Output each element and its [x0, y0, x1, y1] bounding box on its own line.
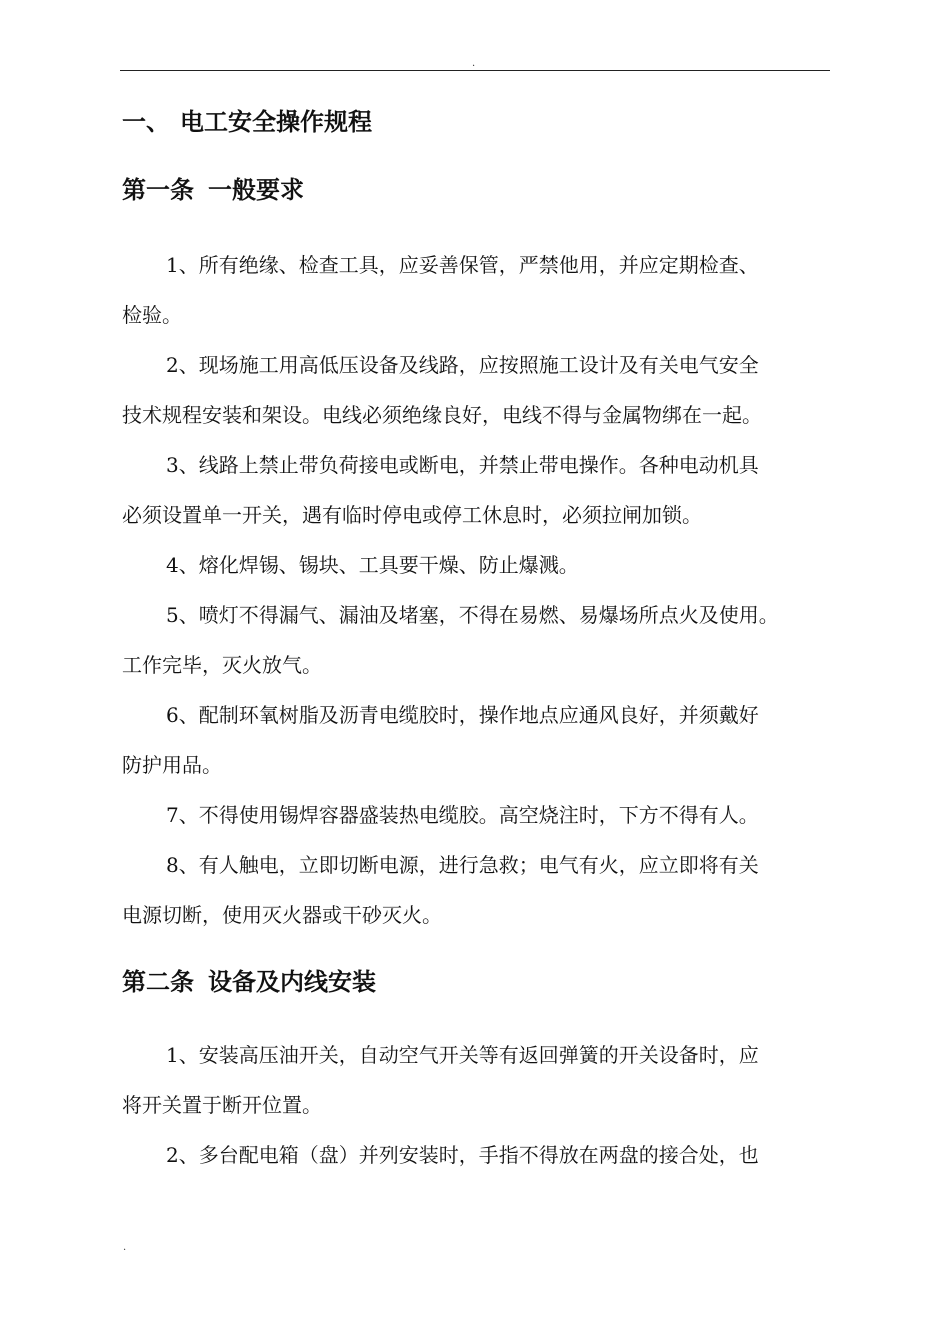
- item-line: 6、配制环氧树脂及沥青电缆胶时，操作地点应通风良好，并须戴好: [166, 703, 759, 727]
- section-2-label: 第二条: [122, 968, 194, 996]
- item-line: 5、喷灯不得漏气、漏油及堵塞，不得在易燃、易爆场所点火及使用。: [166, 603, 779, 627]
- section-1-item-4: [122, 540, 830, 590]
- section-1-item-5: [122, 590, 830, 690]
- item-line: 必须设置单一开关，遇有临时停电或停工休息时，必须拉闸加锁。: [122, 503, 702, 527]
- item-line: 3、线路上禁止带负荷接电或断电，并禁止带电操作。各种电动机具: [166, 453, 759, 477]
- item-line: 工作完毕，灭火放气。: [122, 653, 322, 677]
- item-line: 1、所有绝缘、检查工具，应妥善保管，严禁他用，并应定期检查、: [166, 253, 759, 277]
- section-1-item-3: [122, 440, 830, 540]
- item-line: 8、有人触电，立即切断电源，进行急救；电气有火，应立即将有关: [166, 853, 759, 877]
- section-2-item-2: [122, 1130, 830, 1180]
- header-mark: .: [472, 58, 476, 69]
- section-1-heading: [122, 170, 304, 205]
- section-1-item-1: [122, 240, 830, 340]
- item-line: 技术规程安装和架设。电线必须绝缘良好，电线不得与金属物绑在一起。: [122, 403, 762, 427]
- item-line: 2、现场施工用高低压设备及线路，应按照施工设计及有关电气安全: [166, 353, 759, 377]
- section-2-heading: [122, 962, 376, 997]
- section-1-item-6: [122, 690, 830, 790]
- section-2-item-1: [122, 1030, 830, 1130]
- section-2-title: 设备及内线安装: [208, 968, 376, 996]
- title-text: 电工安全操作规程: [180, 108, 372, 136]
- item-line: 4、熔化焊锡、锡块、工具要干燥、防止爆溅。: [166, 553, 579, 577]
- item-line: 2、多台配电箱（盘）并列安装时，手指不得放在两盘的接合处，也: [166, 1143, 759, 1167]
- section-1-item-2: [122, 340, 830, 440]
- item-line: 检验。: [122, 303, 182, 327]
- section-1-item-8: [122, 840, 830, 940]
- item-line: 7、不得使用锡焊容器盛装热电缆胶。高空烧注时，下方不得有人。: [166, 803, 759, 827]
- section-1-title: 一般要求: [208, 176, 304, 204]
- footer-mark: .: [123, 1242, 127, 1253]
- section-1-label: 第一条: [122, 176, 194, 204]
- document-title: [122, 102, 372, 137]
- item-line: 1、安装高压油开关，自动空气开关等有返回弹簧的开关设备时，应: [166, 1043, 759, 1067]
- item-line: 电源切断，使用灭火器或干砂灭火。: [122, 903, 442, 927]
- section-1-item-7: [122, 790, 830, 840]
- item-line: 将开关置于断开位置。: [122, 1093, 322, 1117]
- item-line: 防护用品。: [122, 753, 222, 777]
- header-rule: [120, 70, 830, 71]
- title-number: 一、: [122, 108, 170, 136]
